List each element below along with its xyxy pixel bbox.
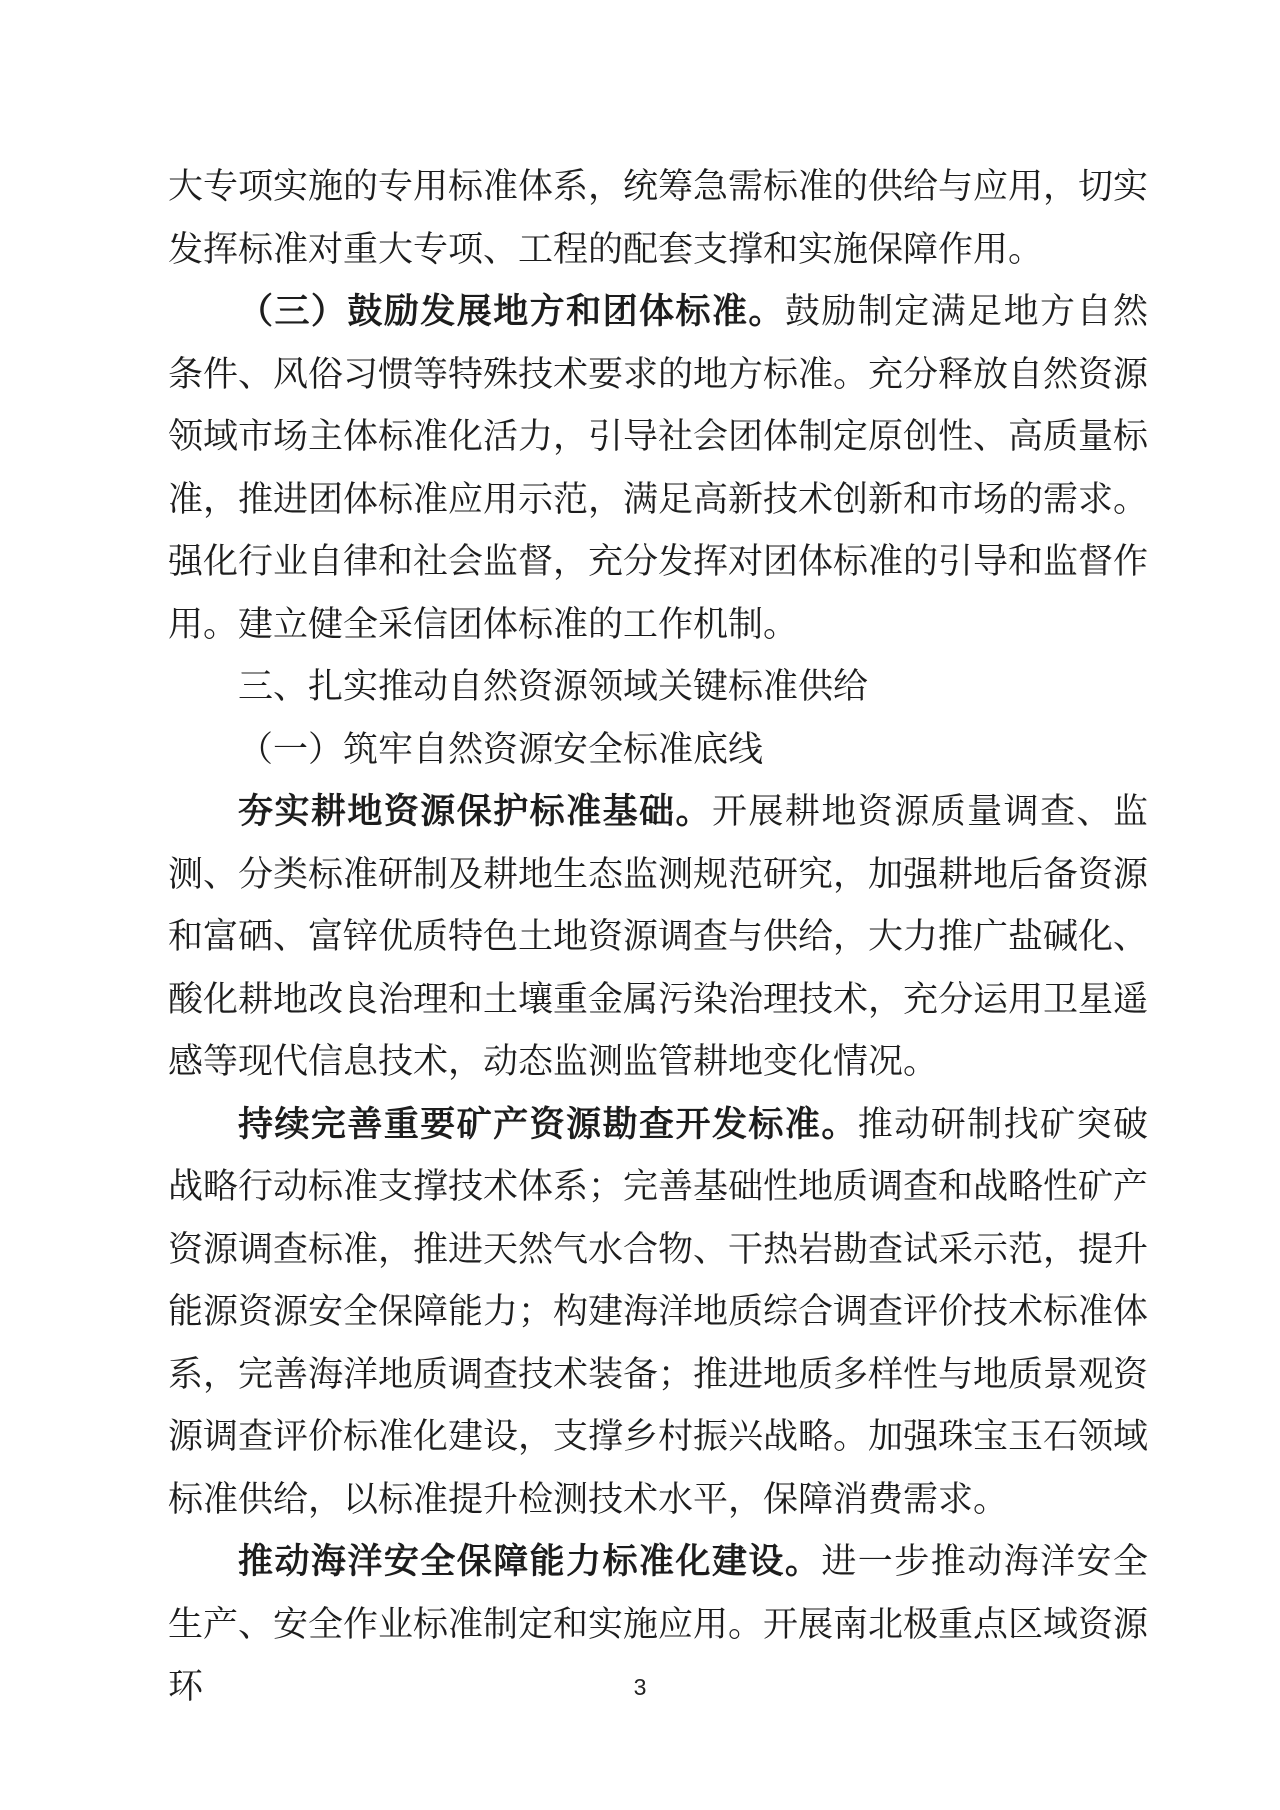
paragraph-text: 推动研制找矿突破战略行动标准支撑技术体系；完善基础性地质调查和战略性矿产资源调查标准，推进天然气水合物、干热岩勘查试采示范，提升能源资源安全保障能力；构建海洋地质综合调查评价技术标准体系，完善海洋地质调查技术装备；推进地质多样性与地质景观资源调查评价标准化建设，支撑乡村振兴战略。加强珠宝玉石领域标准供给，以标准提升检测技术水平，保障消费需求。: [168, 1104, 1149, 1519]
paragraph-farmland-standards: [168, 781, 1148, 1094]
paragraph-text: 进一步推动海洋安全生产、安全作业标准制定和实施应用。开展南北极重点区域资源环: [168, 1542, 1149, 1706]
paragraph-continued-from-previous-page: [168, 156, 1148, 281]
paragraph-text: 大专项实施的专用标准体系，统筹急需标准的供给与应用，切实发挥标准对重大专项、工程的配套支撑和实施保障作用。: [168, 167, 1149, 269]
page-number: 3: [633, 1674, 647, 1700]
subsection-heading-1: （一）筑牢自然资源安全标准底线: [238, 729, 764, 769]
paragraph-text: 鼓励制定满足地方自然条件、风俗习惯等特殊技术要求的地方标准。充分释放自然资源领域市场主体标准化活力，引导社会团体制定原创性、高质量标准，推进团体标准应用示范，满足高新技术创新和市场的需求。强化行业自律和社会监督，充分发挥对团体标准的引导和监督作用。建立健全采信团体标准的工作机制。: [168, 292, 1149, 644]
paragraph-bold-lead: 持续完善重要矿产资源勘查开发标准。: [238, 1104, 858, 1144]
paragraph-bold-lead: 夯实耕地资源保护标准基础。: [238, 792, 712, 831]
section-heading-3: 三、扎实推动自然资源领域关键标准供给: [238, 667, 869, 706]
paragraph-text: 开展耕地资源质量调查、监测、分类标准研制及耕地生态监测规范研究，加强耕地后备资源和富硒、富锌优质特色土地资源调查与供给，大力推广盐碱化、酸化耕地改良治理和土壤重金属污染治理技术，充分运用卫星遥感等现代信息技术，动态监测监管耕地变化情况。: [168, 792, 1149, 1081]
paragraph-mineral-exploration-standards: [168, 1094, 1148, 1532]
paragraph-bold-lead: 推动海洋安全保障能力标准化建设。: [238, 1542, 822, 1581]
page-body: [168, 156, 1148, 1719]
paragraph-bold-lead: （三）鼓励发展地方和团体标准。: [238, 292, 785, 331]
paragraph-local-and-group-standards: [168, 281, 1148, 656]
